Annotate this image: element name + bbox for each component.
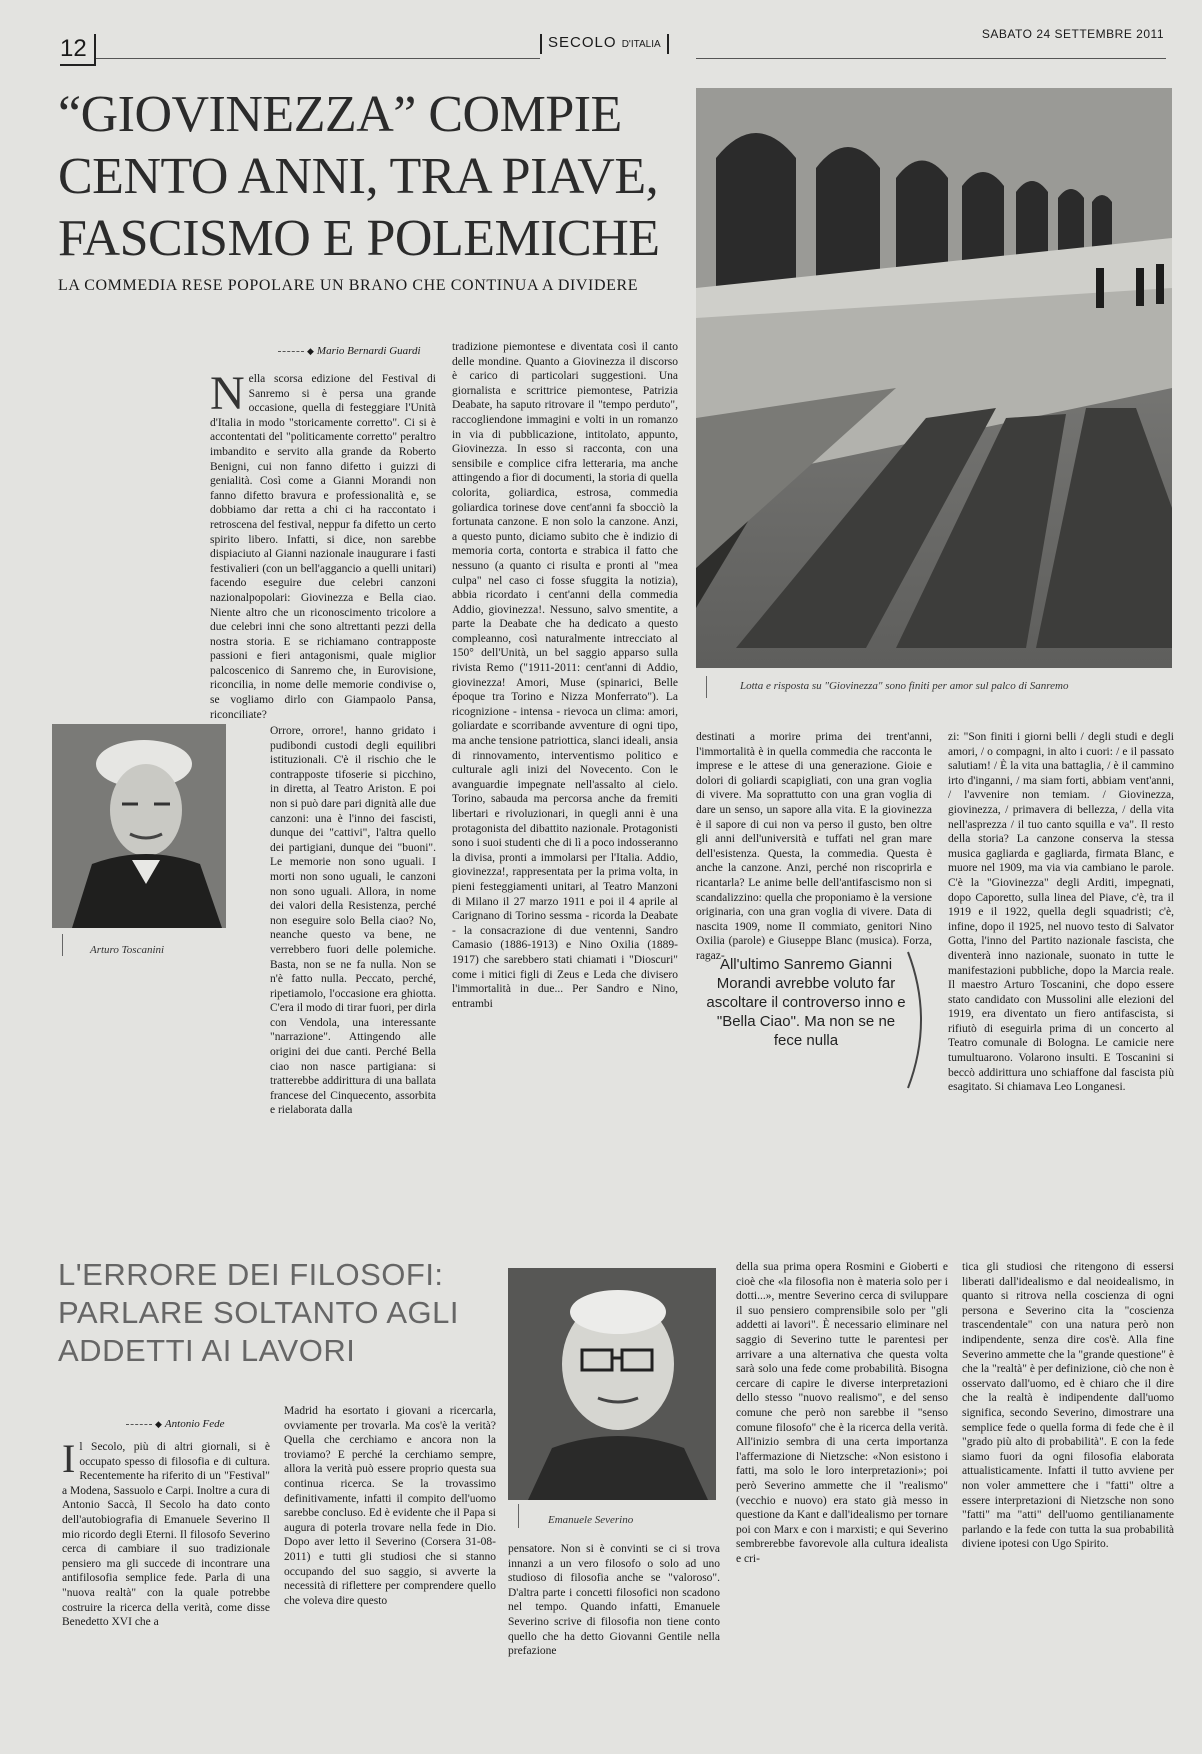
article1-column-1b bbox=[270, 724, 436, 1117]
article1-headline: “GIOVINEZZA” COMPIE CENTO ANNI, TRA PIAVE, FASCISMO E POLEMICHE bbox=[58, 86, 660, 267]
diamond-icon: ◆ bbox=[307, 346, 314, 356]
parade-photo bbox=[696, 88, 1172, 668]
article1-subhead: LA COMMEDIA RESE POPOLARE UN BRANO CHE CONTINUA A DIVIDERE bbox=[58, 277, 639, 294]
article1-col3-text: destinati a morire prima dei trent'anni, l'immortalità è in quella commedia che racconta le imprese e le attese di una generazione. Gioie e dolori di goliardi scapigliati, con una gran voglia di vivere. Ma soprattutto con una gran voglia di dare un senso, un sapore alla vita. E la giovinezza è il sapore di cui non va perso il gusto, ben oltre gli anni dell'università e tuffati nel gran mare dell'esistenza. Questa, la commedia. Questa è anche la canzone. Anzi, perché non riscoprirla e ricantarla? Le anime belle dell'antifascismo non si scandalizzino: quella che proponiamo è la versione originaria, con una gran voglia di vivere. Data di nascita 1909, nome Il commiato, genitori Nino Oxilia (parole) e Giuseppe Blanc (musica). Forza, ragaz- bbox=[696, 731, 932, 962]
article2-column-2 bbox=[284, 1404, 496, 1730]
article2-column-3 bbox=[508, 1542, 720, 1730]
article2-column-5 bbox=[962, 1260, 1174, 1730]
article2-col3-text: pensatore. Non si è convinti se ci si trova innanzi a un vero filosofo o solo ad uno studioso di filosofia anche se "valoroso". D'altra parte i concetti filosofici non scadono nel tempo. Quando infatti, Emanuele Severino scrive di filosofia non tiene conto quello che ha detto Giovanni Gentile nella prefazione bbox=[508, 1543, 720, 1658]
severino-photo bbox=[508, 1268, 716, 1500]
article1-column-4 bbox=[948, 730, 1174, 1228]
dropcap: I bbox=[62, 1436, 76, 1481]
article1-column-1 bbox=[210, 367, 436, 724]
article2-column-1 bbox=[62, 1436, 270, 1730]
diamond-icon: ◆ bbox=[155, 1419, 162, 1429]
byline-author: Antonio Fede bbox=[164, 1418, 225, 1430]
article2-col1-text: l Secolo, più di altri giornali, si è occupato spesso di filosofia e di cultura. Recentemente ha riferito di un "Festival" a Modena, Sassuolo e Carpi. Inoltre a cura di Antonio Saccà, Il Secolo ha dato conto dell'autobiografia di Emanuele Severino Il mio ricordo degli Eterni. Il filosofo Severino cerca di cambiare il suo tradizionale pensiero ma gli succede di incontrare una antifilosofia semplice fede. Parla di una "nuova realtà" con la quale potrebbe costruire la ricerca della verità, come disse Benedetto XVI che a bbox=[62, 1441, 270, 1629]
article2-column-4 bbox=[736, 1260, 948, 1730]
caption-rule bbox=[706, 676, 707, 698]
article2-col4-text: della sua prima opera Rosmini e Gioberti e cioè che «la filosofia non è materia solo per i dotti...», mentre Severino cerca di sviluppare il suo pensiero comprensibile solo per "gli addetti ai lavori". È necessario eliminare nel saggio di Severino tutte le parentesi per arrivare a una alternativa che questa volta sarà solo una fede come probabilità. Bisogna cercare di capire le diverse interpretazioni dello stesso "nuovo realismo", e del senso comune che però non sarebbe il "senso comune filosofo" che è la ricerca della verità. All'inizio sembra di una certa importanza l'affermazione di Nietzsche: «Non esistono i fatti, ma solo le loro interpretazioni»; poi però Severino ammette che il "realismo" (vecchio e nuovo) era stato già messo in questione da Kant e dall'idealismo per tornare poi con Marx e con i marxisti; e qui Severino sembrerebbe favorevole alla cultura idealista e cri- bbox=[736, 1261, 948, 1565]
parade-illustration bbox=[696, 88, 1172, 668]
toscanini-portrait bbox=[52, 724, 226, 928]
article1-byline bbox=[278, 345, 421, 357]
toscanini-photo bbox=[52, 724, 226, 928]
severino-portrait bbox=[508, 1268, 716, 1500]
masthead bbox=[540, 34, 669, 54]
severino-caption: Emanuele Severino bbox=[548, 1514, 634, 1526]
masthead-suffix: D'ITALIA bbox=[621, 39, 661, 50]
article1-column-2 bbox=[452, 340, 678, 1228]
article2-col5-text: tica gli studiosi che ritengono di essersi liberati dall'idealismo e dal neoidealismo, in quanto si ritrova nella coscienza di ogni persona e Severino cita la "coscienza trascendentale" con una natura però non indipendente, senza dire cos'è. Alla fine Severino ammette che la "grande questione" è che la "realtà" è per definizione, ciò che non è osservato dall'uomo, ed è chiaro che il dire che la realtà è indipendente dall'uomo significa, secondo Severino, dimostrare una semplice fede o quella forma di fede che è il "grado più alto di probabilità". E con la fede siamo fuori da ogni filosofia elaborata attualisticamente. Infatti il tutto avviene per non voler ammettere che i "fatti" oltre a essere interpretazioni di Nietzsche non sono "fatti" ma "atti" dell'uomo gentilianamente parlando e la fede con tutta la sua probabilità diviene ipotesi con Ugo Spirito. bbox=[962, 1261, 1174, 1551]
article2-headline: L'ERRORE DEI FILOSOFI: PARLARE SOLTANTO AGLI ADDETTI AI LAVORI bbox=[58, 1257, 459, 1368]
page-number: 12 bbox=[60, 34, 96, 66]
article1-column-1c bbox=[200, 954, 436, 1229]
byline-rule bbox=[126, 1424, 152, 1425]
caption-rule bbox=[62, 934, 63, 956]
header-rule-left bbox=[96, 58, 540, 59]
dropcap: N bbox=[210, 367, 245, 420]
article1-col1b-text: Orrore, orrore!, hanno gridato i pudibondi custodi degli equilibri istituzionali. C'è il rischio che le contrapposte tifoserie si picchino, in diretta, al Teatro Ariston. E poi non si può dare pari dignità alle due canzoni: una è l'inno dei fascisti, dunque dei "cattivi", l'altra quello dei partigiani, dunque dei "buoni". Le memorie non sono uguali. I morti non sono uguali, le canzoni non sono uguali. Allora, in nome dei valori della Resistenza, perché non eseguire solo Bella ciao? No, neanche questo va bene, ne verrebbero fuori delle polemiche. Basta, non se ne fa nulla. Non se n'è fatto nulla. Peccato, perché, ripetiamolo, l'occasione era ghiotta. C'era il modo di tirar fuori, per dirla con Vendola, una interessante "narrazione". Attingendo alle origini dei due canti. Perché Bella ciao non nasce partigiana: si tratterebbe addirittura di una ballata francese del Cinquecento, assorbita e rielaborata dalla bbox=[270, 725, 436, 1117]
parade-photo-caption: Lotta e risposta su "Giovinezza" sono finiti per amor sul palco di Sanremo bbox=[740, 680, 1069, 692]
byline-rule bbox=[278, 351, 304, 352]
article2-col2-text: Madrid ha esortato i giovani a ricercarla, ovviamente per trovarla. Ma cos'è la verità? Quella che cerchiamo e ancora non la troviamo? E perché la cerchiamo sempre, allora la verità può essere proprio questa sua continua ricerca. Se la trovassimo definitivamente, infatti il compito dell'uomo sarebbe concluso. Ed è evidente che il Papa si augura di poterla trovare nella fede in Dio. Dopo aver letto il Severino (Corsera 31-08-2011) e tutti gli studiosi che si stanno occupando del suo saggio, si avverte la necessità di riflettere per comprendere quello che voleva dire questo bbox=[284, 1405, 496, 1607]
article1-col2-text: tradizione piemontese e diventata così il canto delle mondine. Quanto a Giovinezza il discorso è carico di particolari suggestioni. Una giornalista e scrittrice piemontese, Patrizia Deabate, ha saputo ritrovare il "tempo perduto", raccogliendone immagini e volti in un romanzo in via di pubblicazione, intitolato, appunto, Giovinezza. In esso si racconta, con una sensibile e complice cifra letteraria, ma anche attingendo a fior di documenti, la storia di quella colorita, goliardica, estrosa, commedia goliardica torinese dove cent'anni fa sbocciò la fortunata canzone. E non solo la canzone. Anzi, a questo punto, diciamo subito che è indizio di memoria corta, contorta e strabica il fatto che nessuno (a quanto ci risulta e pronti al "mea culpa" nel caso ci fosse sfuggita la notizia), abbia ricordato i cent'anni della commedia Addio, giovinezza!. Nessuno, salvo smentite, a parte la Deabate che ha dedicato a questo compleanno, così naturalmente intrecciato al 150° dell'Unità, un bel saggio apparso sulla rivista Remo ("1911-2011: cent'anni di Addio, giovinezza! Amori, Muse (spinarici, Belle époque tra Torino e Nizza Monferrato"). La ricognizione - intensa - rievoca un clima: amori, goliardate e scorribande avventure di ogni tipo, ma anche tensione patriottica, slanci ideali, ansia di rinnovamento, interventismo politico e culturale agli inizi del Novecento. Con le avanguardie impegnate nell'assalto al cielo. Torino, sabauda ma percorsa anche da fremiti libertari e rivoluzionari, in quegli anni è una protagonista del dibattito nazionale. Protagonisti sono i suoi studenti che di lì a poco indosseranno la divisa, pronti a immolarsi per l'Italia. Addio, giovinezza!, rappresentata per la prima volta, in pieni festeggiamenti unitari, al Teatro Manzoni di Milano il 27 marzo 1911 e poi il 4 aprile al Carignano di Torino sessma - ricorda la Deabate - la consacrazione di due ventenni, Sandro Camasio (1886-1913) e Nino Oxilia (1889-1917) che sarebbero stati chiamati i "Dioscuri" come i mitici figli di Zeus e Leda che divisero l'immortalità in due... Per Sandro e Nino, entrambi bbox=[452, 341, 678, 1010]
masthead-title: SECOLO bbox=[548, 34, 617, 51]
article1-column-3b bbox=[696, 1112, 932, 1230]
article1-column-3 bbox=[696, 730, 932, 962]
caption-rule bbox=[518, 1504, 519, 1528]
header-rule-right bbox=[696, 58, 1166, 59]
article1-col4-text: zi: "Son finiti i giorni belli / degli studi e degli amori, / o compagni, in alto i cuori: / e il passato salutiam! / È la vita una battaglia, / è il cammino irto d'inganni, / ma siam forti, abbiam vent'anni, / l'avvenire non temiam. / Giovinezza, giovinezza, / primavera di bellezza, / della vita nell'asprezza / il tuo canto squilla e va". Il resto della storia? La canzone conserva la stessa musica gagliarda e gagliarda, firmata Blanc, e muore nel 1909, ma via via cambiano le parole. C'è la "Giovinezza" degli Arditi, impegnati, dopo Caporetto, sulla linea del Piave, c'è, tra il 1919 e il 1922, quella degli squadristi; c'è, infine, dopo il 1925, nel nuovo testo di Salvator Gotta, l'inno del Partito nazionale fascista, che diventerà inno nazionale, suonato in tutte le manifestazioni pubbliche, dopo la Marcia reale. Il maestro Arturo Toscanini, che dopo essere stato candidato con Mussolini alle elezioni del 1919, era diventato un fiero antifascista, si rifiutò di eseguirla prima di un concerto al Teatro comunale di Bologna. Le camicie nere tumultuarono. Volarono insulti. E Toscanini si beccò addirittura uno schiaffone dal fascista più esagitato. Si chiamava Leo Longanesi. bbox=[948, 731, 1174, 1094]
byline-author: Mario Bernardi Guardi bbox=[316, 345, 421, 357]
toscanini-caption: Arturo Toscanini bbox=[90, 944, 165, 956]
article1-col1-text: ella scorsa edizione del Festival di Sanremo si è persa una grande occasione, quella di festeggiare l'Unità d'Italia in modo "storicamente corretto". Ci si è accontentati del "politicamente corretto" peraltro imbandito e servito alla grande da Roberto Benigni, cui non fanno difetto i guizzi di genialità. Così come a Gianni Morandi non fanno difetto bravura e professionalità e, se dobbiamo dar retta a chi ci ha raccontato i retroscena del festival, neppur fa difetto un certo spirito libero. Infatti, si dice, non sarebbe dispiaciuto al Gianni nazionale inaugurare i fasti festivalieri (con un bell'aggancio a quelli unitari) facendo eseguire due celebri canzoni nazionalpopolari: Giovinezza e Bella ciao. Niente altro che un riconoscimento tricolore a due celebri inni che sono altrettanti pezzi della nostra storia. E se richiamano contrapposte passioni e fieri antagonismi, quale miglior palcoscenico di Sanremo che, in Eurovisione, riconcilia, in nome delle memorie condivise o, se vogliamo dirlo con Giampaolo Pansa, riconciliate? bbox=[210, 373, 436, 721]
issue-date: SABATO 24 SETTEMBRE 2011 bbox=[981, 27, 1164, 41]
pullquote: All'ultimo Sanremo Gianni Morandi avrebbe voluto far ascoltare il controverso inno e "Bella Ciao". Ma non se ne fece nulla bbox=[706, 956, 906, 1049]
pullquote-bracket bbox=[904, 950, 934, 1090]
article2-byline bbox=[126, 1418, 225, 1430]
